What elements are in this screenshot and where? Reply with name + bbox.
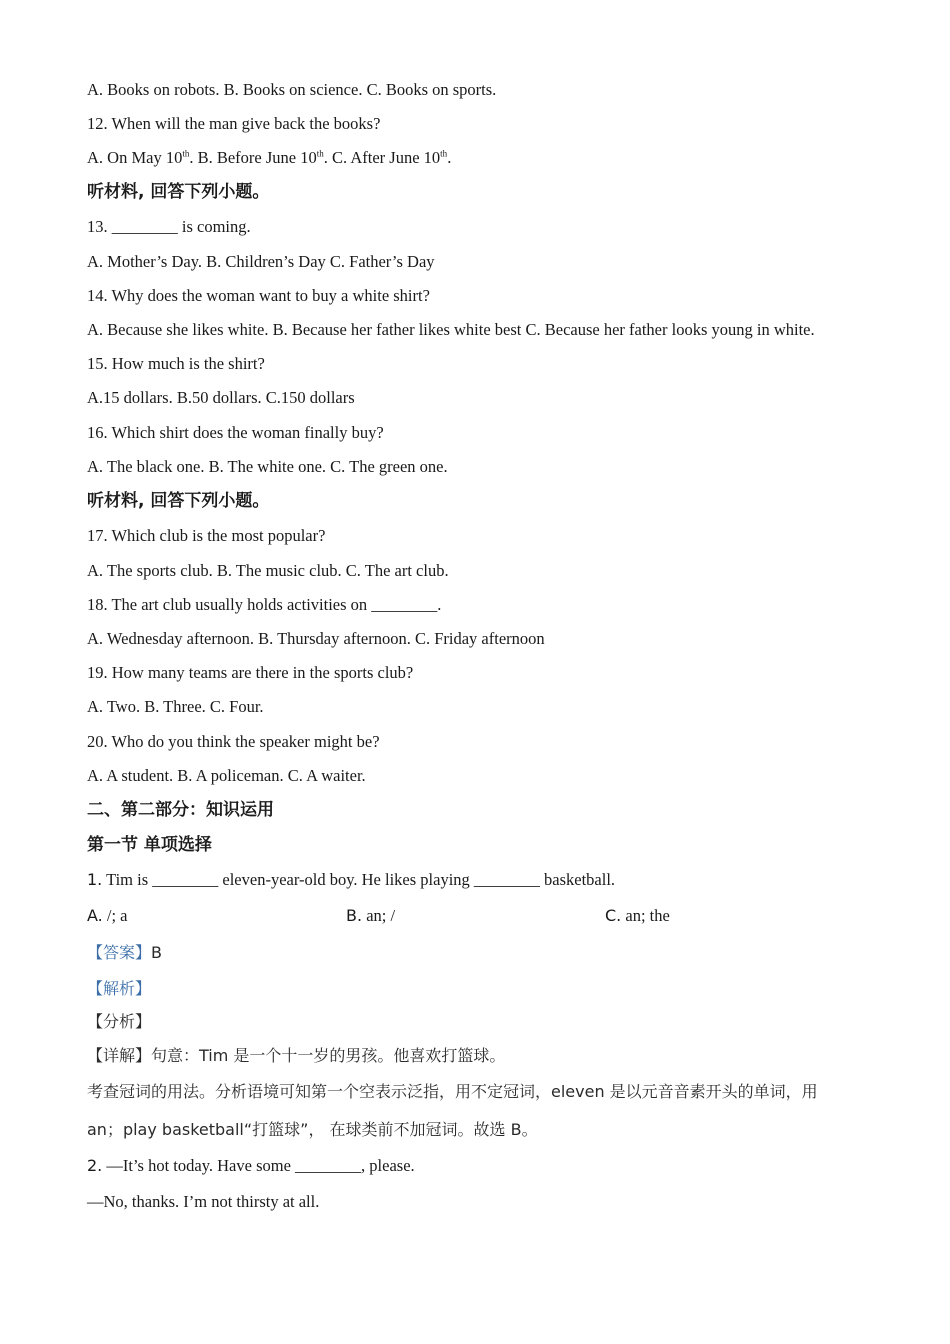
option-letter: B. (346, 906, 363, 925)
answer-value: B (151, 943, 162, 962)
part2-subheading: 第一节 单项选择 (87, 835, 212, 855)
question-text: Tim is ________ eleven-year-old boy. He likes playing ________ basketball. (102, 870, 616, 889)
q13-options: A. Mother’s Day. B. Children’s Day C. Father’s Day (87, 252, 435, 271)
superscript-th: th (440, 148, 448, 159)
q12-option-c: . C. After June 10 (323, 148, 441, 167)
q12-option-a: A. On May 10 (87, 148, 183, 167)
q12-question: 12. When will the man give back the books? (87, 114, 381, 133)
question-text: —It’s hot today. Have some ________, please. (102, 1156, 415, 1175)
q18-question: 18. The art club usually holds activities on ________. (87, 595, 442, 614)
q18-options: A. Wednesday afternoon. B. Thursday afternoon. C. Friday afternoon (87, 629, 545, 648)
choice-q2 (87, 1155, 415, 1177)
part2-heading: 二、第二部分：知识运用 (87, 800, 274, 820)
explanation-line-1: 考查冠词的用法。分析语境可知第一个空表示泛指，用不定冠词，eleven 是以元音音素开头的单词，用 (87, 1082, 818, 1101)
fenxi-label: 【分析】 (87, 1012, 152, 1031)
option-letter: A. (87, 906, 103, 925)
option-a (87, 905, 128, 927)
explanation-line-2: an；play basketball“打篮球”， 在球类前不加冠词。故选 B。 (87, 1120, 538, 1139)
q15-options: A.15 dollars. B.50 dollars. C.150 dollars (87, 388, 355, 407)
q17-question: 17. Which club is the most popular? (87, 526, 326, 545)
analysis-label: 【解析】 (87, 979, 152, 998)
q12-options (87, 147, 451, 169)
q14-options: A. Because she likes white. B. Because her father likes white best C. Because her father looks young in white. (87, 320, 815, 339)
q16-options: A. The black one. B. The white one. C. The green one. (87, 457, 448, 476)
option-b (346, 905, 395, 927)
option-c (605, 905, 670, 927)
option-text: an; / (362, 906, 396, 925)
q19-options: A. Two. B. Three. C. Four. (87, 697, 264, 716)
answer-line (87, 942, 162, 964)
q20-options: A. A student. B. A policeman. C. A waiter. (87, 766, 366, 785)
section-heading: 听材料, 回答下列小题。 (87, 491, 270, 511)
q15-question: 15. How much is the shirt? (87, 354, 265, 373)
question-number: 1. (87, 870, 103, 889)
superscript-th: th (316, 148, 324, 159)
q19-question: 19. How many teams are there in the sports club? (87, 663, 414, 682)
q20-question: 20. Who do you think the speaker might be? (87, 732, 380, 751)
detail-line: 【详解】句意：Tim 是一个十一岁的男孩。他喜欢打篮球。 (87, 1046, 506, 1065)
q12-end: . (447, 148, 452, 167)
q11-options: A. Books on robots. B. Books on science. C. Books on sports. (87, 80, 497, 99)
q2-reply: —No, thanks. I’m not thirsty at all. (87, 1192, 320, 1211)
choice-q1 (87, 869, 615, 891)
option-letter: C. (605, 906, 622, 925)
option-text: an; the (621, 906, 670, 925)
answer-label: 【答案】 (87, 943, 152, 962)
q14-question: 14. Why does the woman want to buy a white shirt? (87, 286, 430, 305)
option-text: /; a (102, 906, 128, 925)
q12-option-b: . B. Before June 10 (189, 148, 317, 167)
q13-question: 13. ________ is coming. (87, 217, 251, 236)
question-number: 2. (87, 1156, 103, 1175)
q16-question: 16. Which shirt does the woman finally buy? (87, 423, 384, 442)
section-heading: 听材料, 回答下列小题。 (87, 182, 270, 202)
superscript-th: th (182, 148, 190, 159)
q17-options: A. The sports club. B. The music club. C. The art club. (87, 561, 449, 580)
